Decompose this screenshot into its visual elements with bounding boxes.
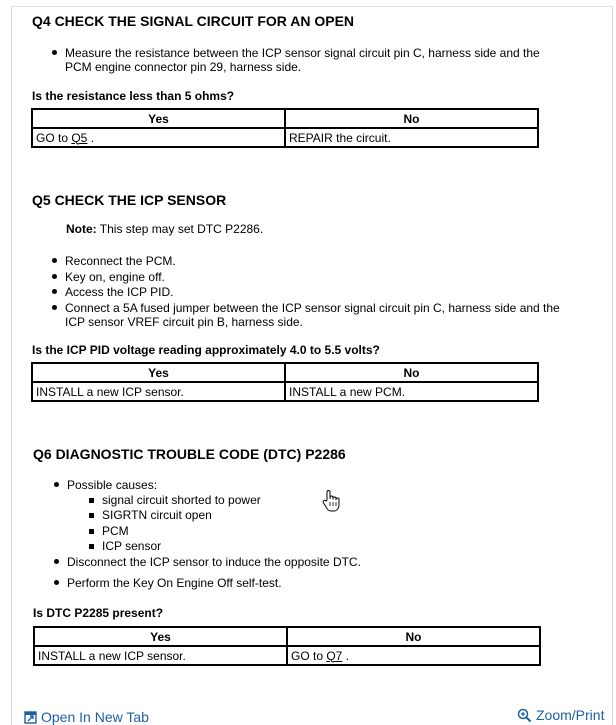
possible-causes-label: Possible causes:: [67, 478, 158, 492]
note-text: This step may set DTC P2286.: [96, 222, 264, 236]
zoom-print-link[interactable]: [517, 707, 604, 723]
q5-step-3: Access the ICP PID.: [51, 285, 571, 299]
open-new-tab-label: Open In New Tab: [41, 709, 149, 725]
q4-yes-prefix: GO to: [36, 130, 72, 145]
q4-table: [31, 108, 539, 148]
q5-link[interactable]: Q5: [71, 130, 88, 145]
cause-2: SIGRTN circuit open: [88, 508, 573, 523]
q4-no-cell: REPAIR the circuit.: [285, 128, 538, 147]
q4-yes-cell: [32, 128, 285, 147]
q4-heading: Q4 CHECK THE SIGNAL CIRCUIT FOR AN OPEN: [32, 13, 355, 29]
cause-4: ICP sensor: [88, 539, 573, 554]
q4-yes-header: Yes: [32, 109, 285, 128]
q6-step-1: [53, 478, 573, 554]
q4-question: Is the resistance less than 5 ohms?: [32, 89, 235, 103]
q5-steps: [51, 254, 571, 329]
q5-no-header: No: [285, 363, 538, 382]
q6-steps: [53, 478, 573, 590]
hand-cursor-icon: [321, 489, 341, 513]
cause-1: signal circuit shorted to power: [88, 493, 573, 508]
q6-heading: Q6 DIAGNOSTIC TROUBLE CODE (DTC) P2286: [33, 446, 346, 462]
q6-yes-header: Yes: [34, 627, 287, 646]
external-tab-icon: [24, 711, 37, 724]
zoom-print-label: Zoom/Print: [536, 707, 605, 723]
open-new-tab-link[interactable]: [24, 709, 149, 725]
q4-no-header: No: [285, 109, 538, 128]
q6-no-suffix: .: [342, 648, 350, 663]
q6-no-cell: [287, 646, 540, 665]
q5-step-1: Reconnect the PCM.: [51, 254, 571, 268]
q5-yes-cell: INSTALL a new ICP sensor.: [32, 382, 285, 401]
q5-step-4: Connect a 5A fused jumper between the ICP sensor signal circuit pin C, harness side and the ICP sensor VREF circuit pin B, harness side.: [51, 301, 571, 329]
q5-note: [66, 222, 263, 236]
q6-step-2: Disconnect the ICP sensor to induce the opposite DTC.: [53, 555, 573, 569]
q4-steps: [51, 46, 561, 74]
q6-step-3: Perform the Key On Engine Off self-test.: [53, 576, 573, 590]
q5-no-cell: INSTALL a new PCM.: [285, 382, 538, 401]
q6-no-header: No: [287, 627, 540, 646]
note-label: Note:: [66, 222, 97, 236]
q6-table: [33, 626, 541, 666]
q7-link[interactable]: Q7: [326, 648, 343, 663]
q4-yes-suffix: .: [87, 130, 95, 145]
q4-step-1: Measure the resistance between the ICP sensor signal circuit pin C, harness side and the PCM engine connector pin 29, harness side.: [51, 46, 561, 74]
q5-yes-header: Yes: [32, 363, 285, 382]
q6-no-prefix: GO to: [291, 648, 327, 663]
q5-heading: Q5 CHECK THE ICP SENSOR: [32, 192, 227, 208]
q5-question: Is the ICP PID voltage reading approximately 4.0 to 5.5 volts?: [32, 343, 380, 357]
zoom-in-icon: [517, 708, 532, 723]
q5-table: [31, 362, 539, 402]
q6-question: Is DTC P2285 present?: [33, 606, 164, 620]
q6-yes-cell: INSTALL a new ICP sensor.: [34, 646, 287, 665]
q5-step-2: Key on, engine off.: [51, 270, 571, 284]
cause-3: PCM: [88, 524, 573, 539]
